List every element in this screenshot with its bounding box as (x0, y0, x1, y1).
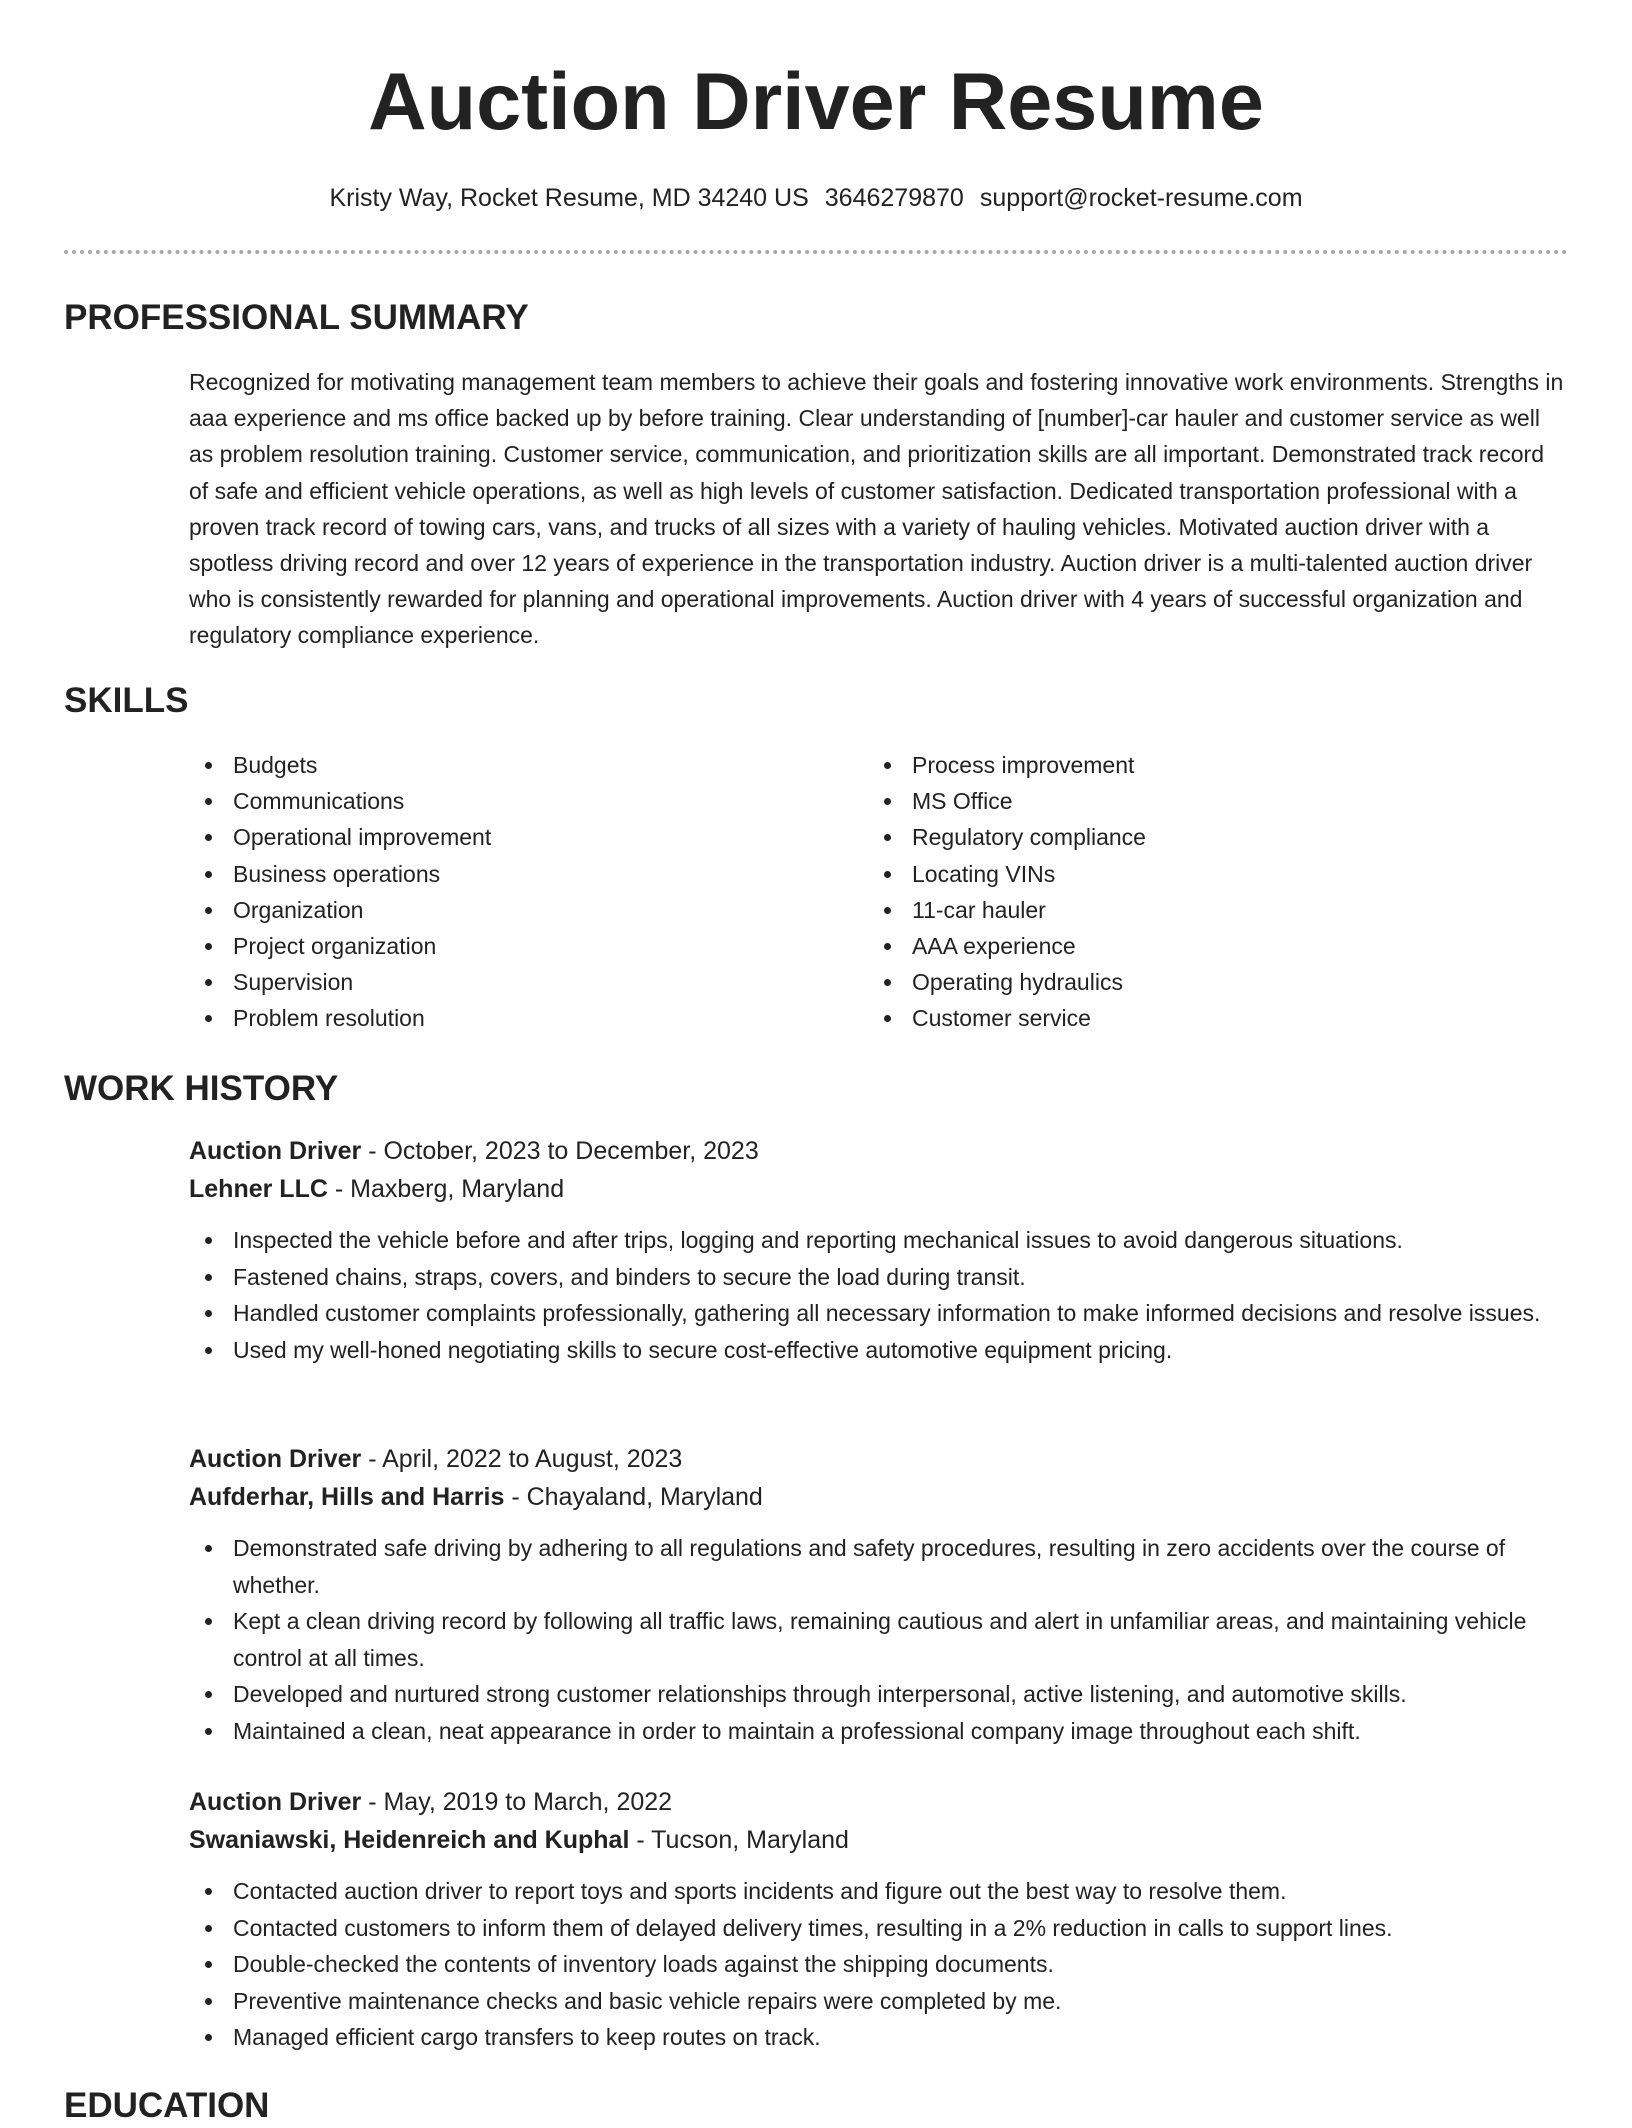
skill-item: Business operations (189, 856, 491, 892)
job-duty: Double-checked the contents of inventory loads against the shipping documents. (189, 1946, 1569, 1983)
job-duty: Demonstrated safe driving by adhering to all regulations and safety procedures, resulting in zero accidents over the course of whether. (189, 1530, 1569, 1603)
job-duty: Contacted customers to inform them of delayed delivery times, resulting in a 2% reduction in calls to support lines. (189, 1910, 1569, 1947)
job-location: - Maxberg, Maryland (327, 1175, 565, 1203)
job-duties (189, 1873, 1569, 2056)
job-duty: Used my well-honed negotiating skills to secure cost-effective automotive equipment pricing. (189, 1332, 1569, 1369)
job-dates: - October, 2023 to December, 2023 (361, 1137, 759, 1165)
job-entry (189, 1440, 1569, 1749)
skill-item: MS Office (868, 783, 1146, 819)
job-company: Aufderhar, Hills and Harris (189, 1483, 505, 1511)
skill-item: Regulatory compliance (868, 819, 1146, 855)
skills-list-left (189, 747, 491, 1037)
job-dates: - April, 2022 to August, 2023 (361, 1445, 683, 1473)
job-duties (189, 1530, 1569, 1749)
skill-item: Communications (189, 783, 491, 819)
work-history-heading: WORK HISTORY (64, 1069, 339, 1108)
job-company: Swaniawski, Heidenreich and Kuphal (189, 1826, 630, 1854)
job-company-line (189, 1170, 1569, 1208)
skill-item: Process improvement (868, 747, 1146, 783)
job-duty: Preventive maintenance checks and basic vehicle repairs were completed by me. (189, 1983, 1569, 2020)
contact-line (0, 180, 1632, 216)
contact-phone: 3646279870 (824, 184, 964, 212)
header-divider (64, 250, 1568, 254)
skill-item: Locating VINs (868, 856, 1146, 892)
job-duties (189, 1222, 1569, 1368)
job-title: Auction Driver (189, 1137, 362, 1165)
summary-text: Recognized for motivating management team members to achieve their goals and fostering innovative work environments. Strengths in aaa experience and ms office backed up by before training. Clear understanding of [number]-car hauler and customer service as well as problem resolution training. Customer service, communication, and prioritization skills are all important. Demonstrated track record of safe and efficient vehicle operations, as well as high levels of customer satisfaction. Dedicated transportation professional with a proven track record of towing cars, vans, and trucks of all sizes with a variety of hauling vehicles. Motivated auction driver with a spotless driving record and over 12 years of experience in the transportation industry. Auction driver is a multi-talented auction driver who is consistently rewarded for planning and operational improvements. Auction driver with 4 years of successful organization and regulatory compliance experience. (189, 369, 1564, 649)
skills-heading: SKILLS (64, 681, 189, 720)
job-title: Auction Driver (189, 1445, 362, 1473)
skill-item: Budgets (189, 747, 491, 783)
skill-item: Supervision (189, 964, 491, 1000)
job-entry (189, 1132, 1569, 1368)
skill-item: Organization (189, 892, 491, 928)
job-dates: - May, 2019 to March, 2022 (361, 1788, 673, 1816)
skill-item: Project organization (189, 928, 491, 964)
job-duty: Maintained a clean, neat appearance in order to maintain a professional company image throughout each shift. (189, 1713, 1569, 1750)
skill-item: AAA experience (868, 928, 1146, 964)
job-location: - Tucson, Maryland (629, 1826, 849, 1854)
job-duty: Inspected the vehicle before and after trips, logging and reporting mechanical issues to avoid dangerous situations. (189, 1222, 1569, 1259)
skill-item: 11-car hauler (868, 892, 1146, 928)
education-heading: EDUCATION (64, 2086, 270, 2125)
job-duty: Contacted auction driver to report toys and sports incidents and figure out the best way to resolve them. (189, 1873, 1569, 1910)
contact-address: Kristy Way, Rocket Resume, MD 34240 US (329, 184, 809, 212)
job-title-line (189, 1440, 1569, 1478)
job-entry (189, 1783, 1569, 2056)
summary-heading: PROFESSIONAL SUMMARY (64, 298, 529, 337)
job-title-line (189, 1132, 1569, 1170)
job-company-line (189, 1821, 1569, 1859)
resume-title: Auction Driver Resume (368, 57, 1264, 147)
job-duty: Developed and nurtured strong customer relationships through interpersonal, active listening, and automotive skills. (189, 1676, 1569, 1713)
job-company-line (189, 1478, 1569, 1516)
job-duty: Fastened chains, straps, covers, and binders to secure the load during transit. (189, 1259, 1569, 1296)
skills-list-right (868, 747, 1146, 1037)
job-title: Auction Driver (189, 1788, 362, 1816)
skill-item: Customer service (868, 1000, 1146, 1036)
job-duty: Managed efficient cargo transfers to keep routes on track. (189, 2019, 1569, 2056)
job-duty: Kept a clean driving record by following all traffic laws, remaining cautious and alert in unfamiliar areas, and maintaining vehicle control at all times. (189, 1603, 1569, 1676)
skill-item: Operating hydraulics (868, 964, 1146, 1000)
job-duty: Handled customer complaints professionally, gathering all necessary information to make informed decisions and resolve issues. (189, 1295, 1569, 1332)
skill-item: Problem resolution (189, 1000, 491, 1036)
job-title-line (189, 1783, 1569, 1821)
job-company: Lehner LLC (189, 1175, 328, 1203)
contact-email[interactable]: support@rocket-resume.com (979, 184, 1303, 212)
skill-item: Operational improvement (189, 819, 491, 855)
job-location: - Chayaland, Maryland (504, 1483, 763, 1511)
